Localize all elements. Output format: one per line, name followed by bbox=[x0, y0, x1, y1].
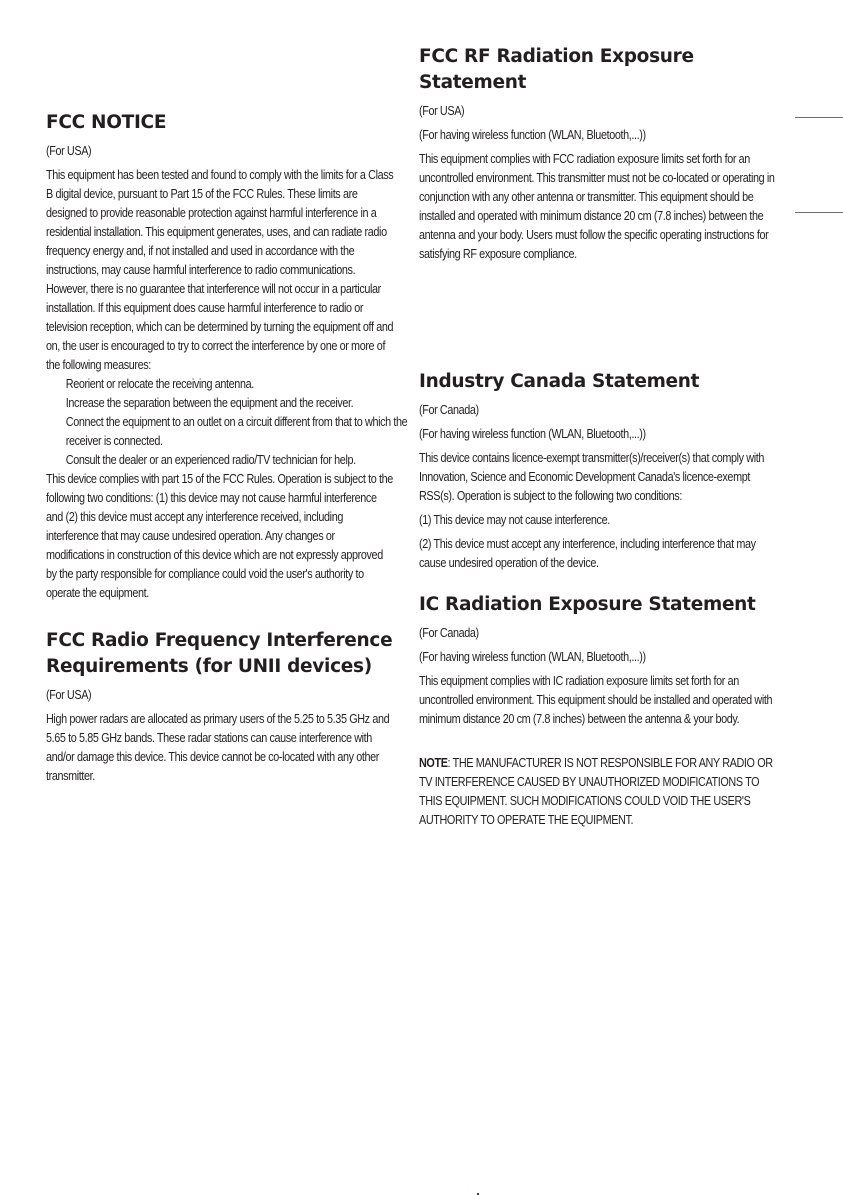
compliance-paragraph: This device complies with part 15 of the FCC Rules. Operation is subject to the following two conditions: (1) this device may not cause harmful interference and (2) this device must accept any interference received, including interference that may cause undesired operation. Any changes or modifications in construction of this device which are not expressly approved by the party responsible for compliance could void the user's authority to operate the equipment. bbox=[46, 472, 393, 600]
section-heading: FCC NOTICE bbox=[46, 112, 167, 133]
body-paragraph: This device contains licence-exempt transmitter(s)/receiver(s) that comply with Innovation, Science and Economic Development Canada's licence-exempt RSS(s). Operation is subject to the following two conditions: bbox=[419, 451, 765, 503]
body-paragraph: This equipment complies with FCC radiation exposure limits set forth for an uncontrolled environment. This transmitter must not be co-located or operating in conjunction with any other antenna or transmitter. This equipment should be installed and operated with minimum distance 20 cm (7.8 inches) between the antenna and your body. Users must follow the specific operating instructions for satisfying RF exposure compliance. bbox=[419, 152, 775, 261]
note-text: : THE MANUFACTURER IS NOT RESPONSIBLE FOR ANY RADIO OR TV INTERFERENCE CAUSED BY UNAUTHORIZED MODIFICATIONS TO THIS EQUIPMENT. SUCH MODIFICATIONS COULD VOID THE USER'S AUTHORITY TO OPERATE THE EQUIPMENT. bbox=[419, 756, 773, 827]
section-heading: FCC RF Radiation Exposure Statement bbox=[419, 46, 694, 93]
industry-canada-section bbox=[419, 369, 781, 573]
region-label: (For USA) bbox=[46, 144, 92, 158]
fcc-notice-section bbox=[46, 110, 408, 603]
note-paragraph bbox=[419, 754, 780, 830]
condition-label: (For having wireless function (WLAN, Bluetooth,...)) bbox=[419, 427, 646, 441]
fcc-rf-section bbox=[419, 44, 781, 264]
edge-divider bbox=[795, 212, 843, 213]
spacer bbox=[419, 269, 781, 369]
condition-label: (For having wireless function (WLAN, Bluetooth,...)) bbox=[419, 650, 646, 664]
condition-2: (2) This device must accept any interference, including interference that may cause undesired operation of the device. bbox=[419, 537, 756, 570]
note-label: NOTE bbox=[419, 756, 448, 770]
section-heading: IC Radiation Exposure Statement bbox=[419, 594, 756, 615]
condition-1: (1) This device may not cause interference. bbox=[419, 513, 610, 527]
section-heading: Industry Canada Statement bbox=[419, 371, 700, 392]
spacer bbox=[46, 608, 396, 628]
list-item: Connect the equipment to an outlet on a circuit different from that to which the receiver is connected. bbox=[65, 415, 408, 448]
right-column bbox=[419, 44, 781, 835]
measures-list bbox=[46, 375, 408, 470]
condition-label: (For having wireless function (WLAN, Bluetooth,...)) bbox=[419, 128, 646, 142]
unii-section bbox=[46, 628, 396, 786]
body-paragraph: High power radars are allocated as primary users of the 5.25 to 5.35 GHz and 5.65 to 5.85 GHz bands. These radar stations can cause interference with and/or damage this device. This device cannot be co-located with any other transmitter. bbox=[46, 712, 390, 783]
ic-radiation-section bbox=[419, 592, 781, 729]
spacer bbox=[419, 734, 781, 754]
intro-paragraph: This equipment has been tested and found to comply with the limits for a Class B digital device, pursuant to Part 15 of the FCC Rules. These limits are designed to provide reasonable protection against harmful interference in a residential installation. This equipment generates, uses, and can radiate radio frequency energy and, if not installed and used in accordance with the instructions, may cause harmful interference to radio communications. However, there is no guarantee that interference will not occur in a particular installation. If this equipment does cause harmful interference to radio or television reception, which can be determined by turning the equipment off and on, the user is encouraged to try to correct the interference by one or more of the following measures: bbox=[46, 168, 394, 372]
list-item: Reorient or relocate the receiving antenna. bbox=[65, 377, 254, 391]
left-column bbox=[46, 110, 408, 791]
list-item: Increase the separation between the equipment and the receiver. bbox=[65, 396, 354, 410]
body-paragraph: This equipment complies with IC radiation exposure limits set forth for an uncontrolled environment. This equipment should be installed and operated with minimum distance 20 cm (7.8 inches) between the antenna & your body. bbox=[419, 674, 773, 726]
region-label: (For Canada) bbox=[419, 626, 479, 640]
region-label: (For USA) bbox=[46, 688, 92, 702]
section-heading: FCC Radio Frequency Interference Requirements (for UNII devices) bbox=[46, 630, 393, 677]
edge-divider bbox=[795, 117, 843, 118]
region-label: (For Canada) bbox=[419, 403, 479, 417]
region-label: (For USA) bbox=[419, 104, 465, 118]
list-item: Consult the dealer or an experienced radio/TV technician for help. bbox=[65, 453, 356, 467]
spacer bbox=[419, 578, 781, 592]
